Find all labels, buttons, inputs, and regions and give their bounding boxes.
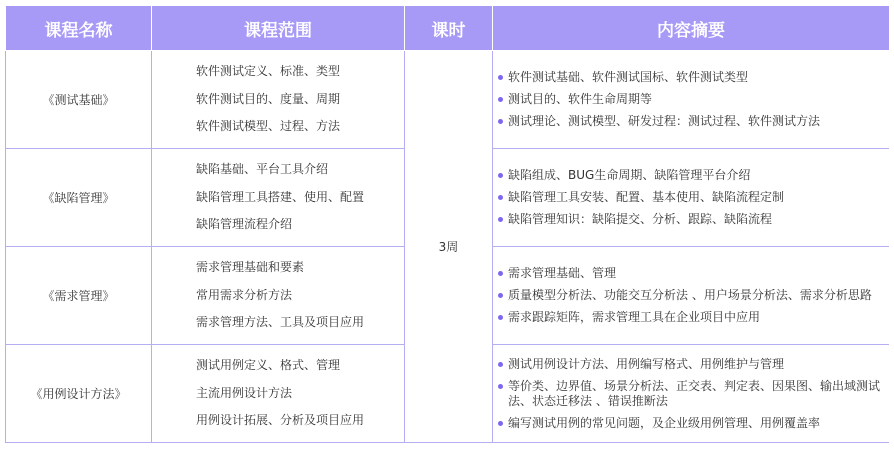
summary-text: 缺陷组成、BUG生命周期、缺陷管理平台介绍: [508, 168, 751, 182]
scope-item: 测试用例定义、格式、管理: [196, 358, 341, 373]
bullet-icon: [498, 421, 503, 426]
summary-item: [498, 168, 887, 183]
header-course-scope: 课程范围: [152, 6, 405, 51]
scope-item: 需求管理基础和要素: [196, 260, 305, 275]
header-content-summary: 内容摘要: [493, 6, 890, 51]
summary-text: 软件测试基础、软件测试国标、软件测试类型: [508, 70, 749, 84]
bullet-icon: [498, 173, 503, 178]
header-course-hours: 课时: [405, 6, 493, 51]
course-scope-cell: [152, 51, 405, 149]
summary-item: [498, 310, 887, 325]
summary-item: [498, 266, 887, 281]
course-hours-cell: 3周: [405, 51, 493, 443]
summary-text: 质量模型分析法、功能交互分析法 、用户场景分析法、需求分析思路: [508, 288, 872, 302]
bullet-icon: [498, 217, 503, 222]
bullet-icon: [498, 195, 503, 200]
summary-item: [498, 212, 887, 227]
summary-text: 等价类、边界值、场景分析法、正交表、判定表、因果图、输出域测试 法、状态迁移法 、错误推断法: [508, 378, 881, 408]
scope-item: 软件测试目的、度量、周期: [196, 91, 341, 106]
scope-item: 需求管理方法、工具及项目应用: [196, 315, 365, 330]
summary-text: 需求管理基础、管理: [508, 266, 617, 280]
header-course-name: 课程名称: [6, 6, 152, 51]
course-scope-cell: [152, 149, 405, 247]
summary-item: [498, 190, 887, 205]
summary-item: [498, 288, 887, 303]
scope-item: 缺陷基础、平台工具介绍: [196, 162, 329, 177]
scope-item: 缺陷管理流程介绍: [196, 217, 293, 232]
course-scope-cell: [152, 247, 405, 345]
scope-item: 软件测试定义、标准、类型: [196, 64, 341, 79]
summary-item: [498, 357, 887, 372]
bullet-icon: [498, 384, 503, 389]
content-summary-cell: [493, 149, 890, 247]
summary-text: 编写测试用例的常见问题，及企业级用例管理、用例覆盖率: [508, 415, 821, 430]
summary-text: 缺陷管理工具安装、配置、基本使用、缺陷流程定制: [508, 190, 785, 204]
content-summary-cell: [493, 345, 890, 443]
summary-item: [498, 379, 887, 409]
header-row: [6, 6, 890, 51]
table-row: [6, 51, 890, 149]
bullet-icon: [498, 362, 503, 367]
course-name-cell: 《需求管理》: [6, 247, 152, 345]
scope-item: 缺陷管理工具搭建、使用、配置: [196, 189, 365, 204]
bullet-icon: [498, 271, 503, 276]
summary-item: [498, 114, 887, 129]
summary-text: 需求跟踪矩阵，需求管理工具在企业项目中应用: [508, 310, 761, 324]
bullet-icon: [498, 119, 503, 124]
scope-item: 主流用例设计方法: [196, 385, 293, 400]
scope-item: 用例设计拓展、分析及项目应用: [196, 413, 365, 428]
summary-item: [498, 92, 887, 107]
summary-text: 测试理论、测试模型、研发过程：测试过程、软件测试方法: [508, 114, 821, 128]
course-scope-cell: [152, 345, 405, 443]
scope-item: 常用需求分析方法: [196, 287, 293, 302]
content-summary-cell: [493, 247, 890, 345]
course-table: [5, 5, 889, 443]
bullet-icon: [498, 75, 503, 80]
content-summary-cell: [493, 51, 890, 149]
summary-item: [498, 70, 887, 85]
course-name-cell: 《缺陷管理》: [6, 149, 152, 247]
bullet-icon: [498, 97, 503, 102]
course-name-cell: 《测试基础》: [6, 51, 152, 149]
course-table-container: [5, 5, 889, 466]
bullet-icon: [498, 293, 503, 298]
scope-item: 软件测试模型、过程、方法: [196, 119, 341, 134]
course-name-cell: 《用例设计方法》: [6, 345, 152, 443]
summary-text: 缺陷管理知识：缺陷提交、分析、跟踪、缺陷流程: [508, 212, 773, 226]
summary-text: 测试用例设计方法、用例编写格式、用例维护与管理: [508, 356, 785, 371]
bullet-icon: [498, 315, 503, 320]
summary-item: [498, 416, 887, 431]
summary-text: 测试目的、软件生命周期等: [508, 92, 653, 106]
